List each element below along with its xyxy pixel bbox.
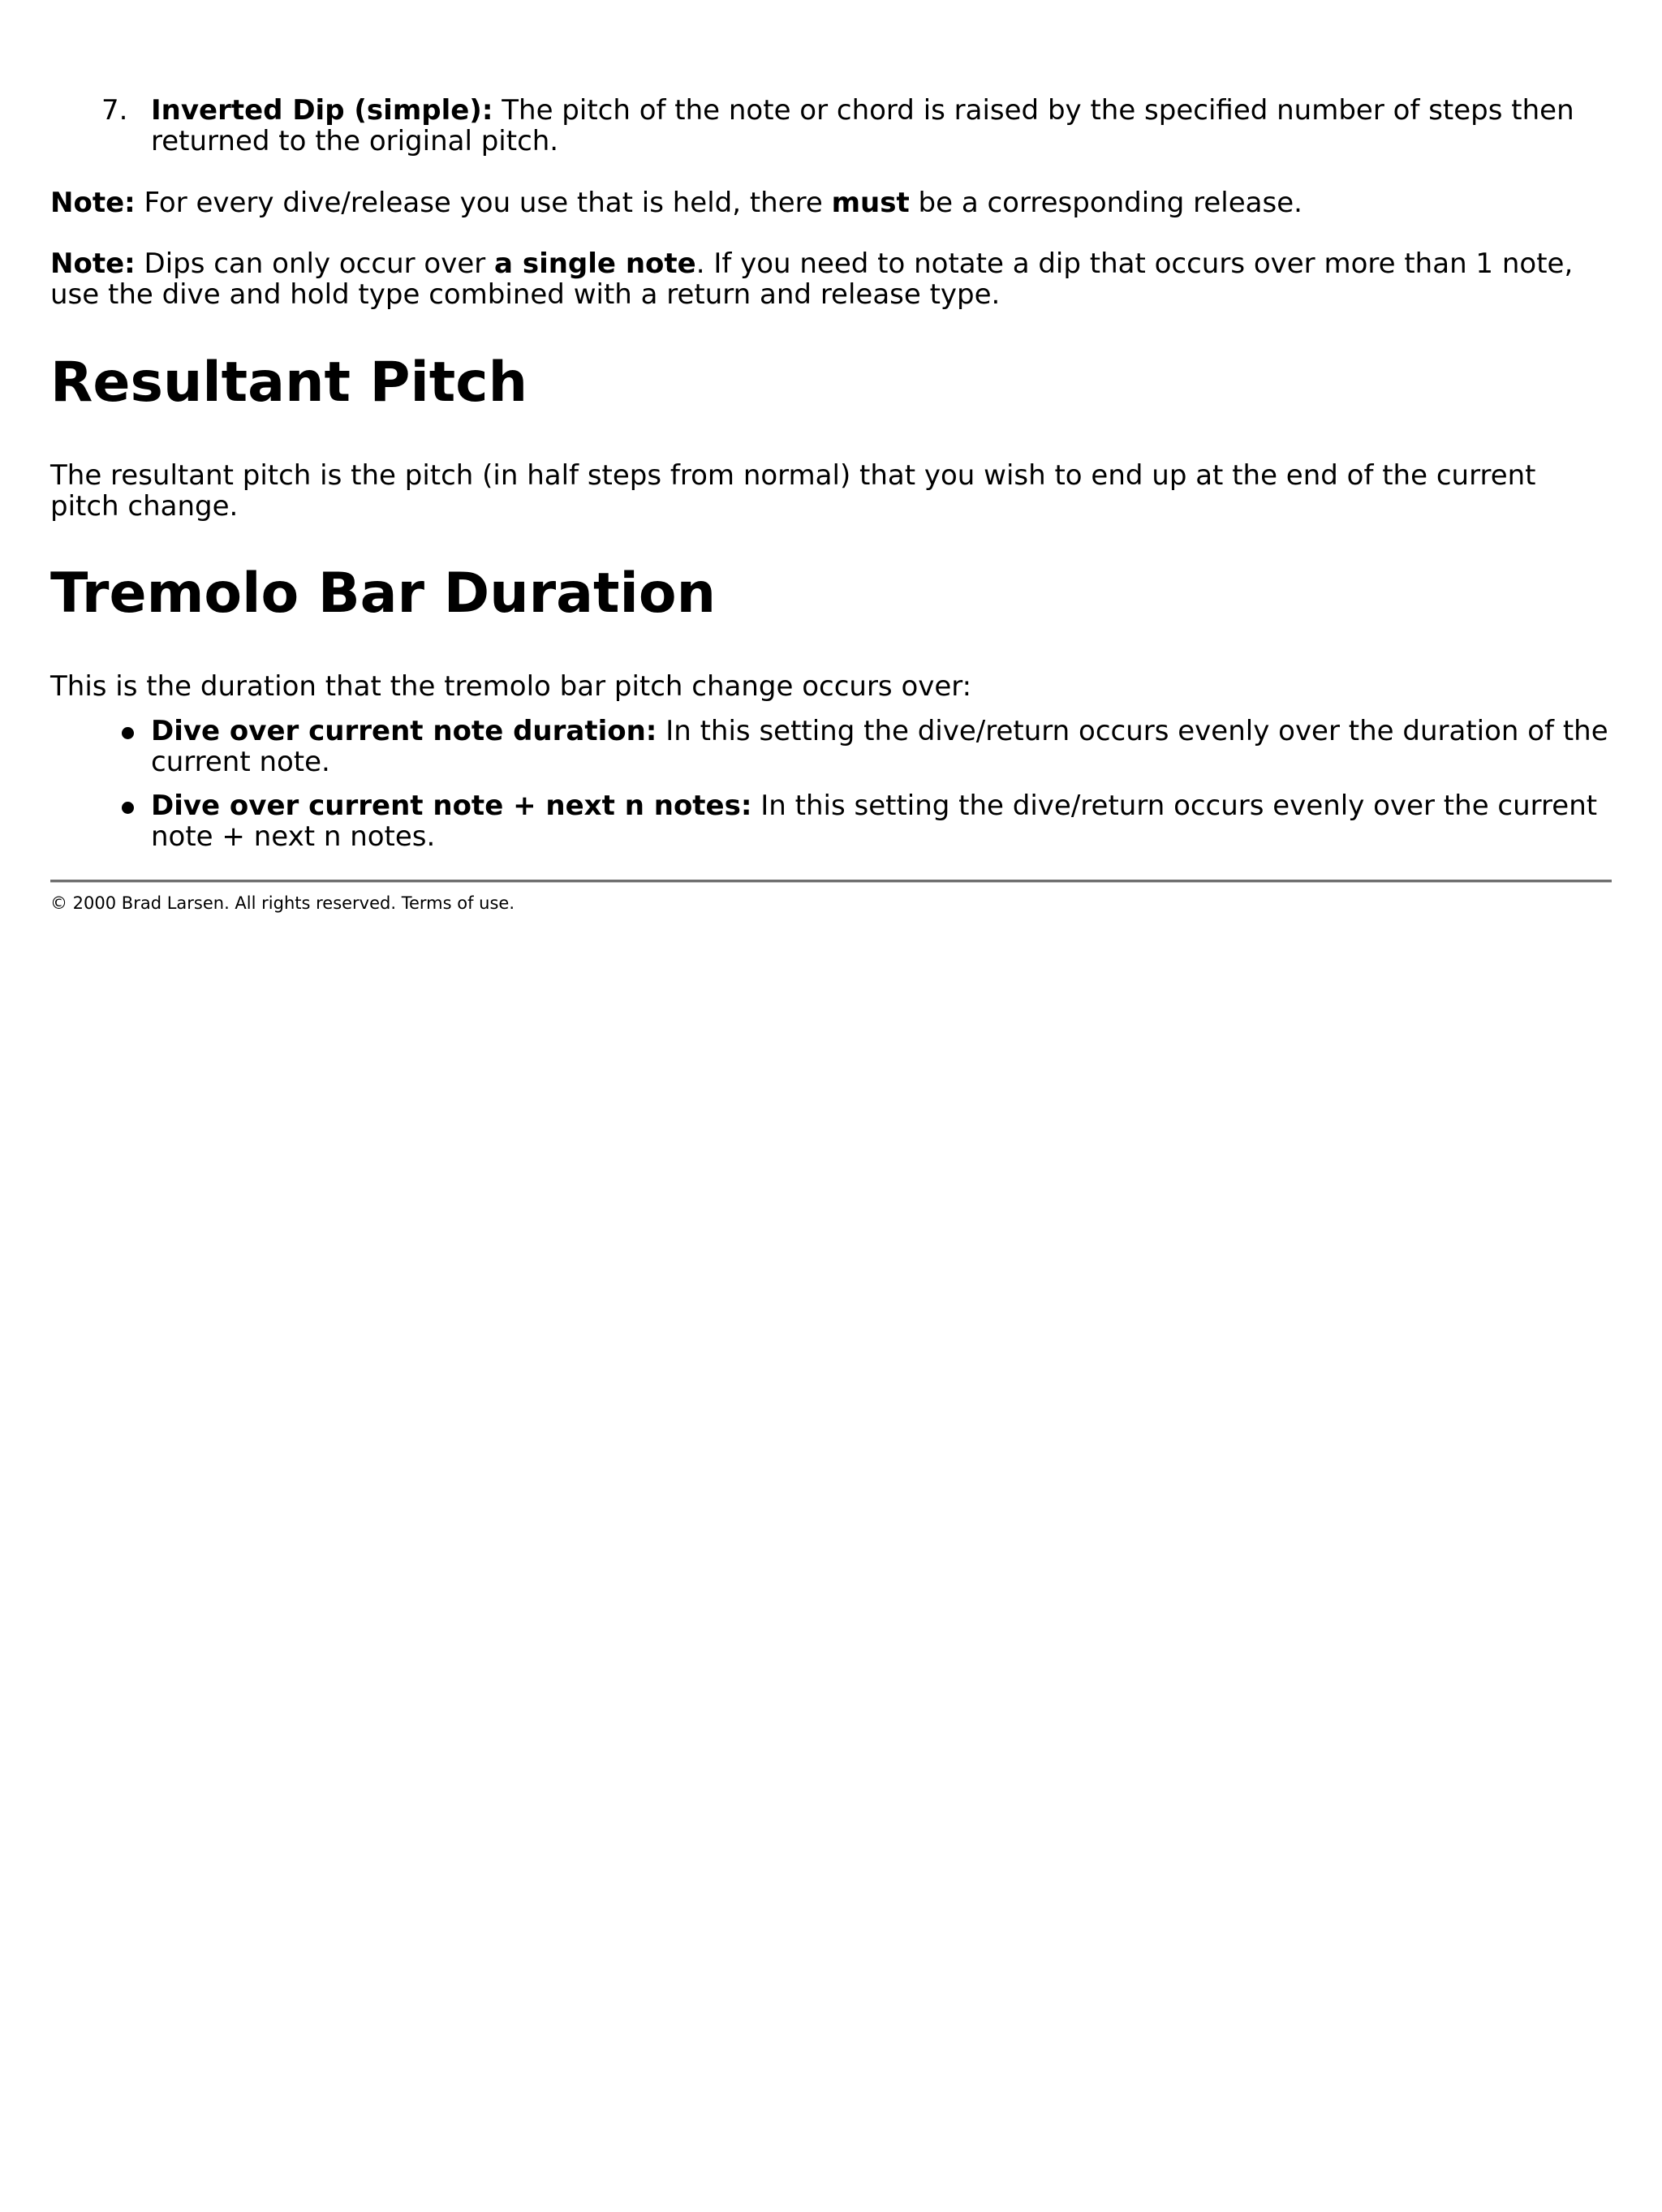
note-text-after: . If you need to notate a dip that occurs over more than 1 note, use the dive and hold type combined with a return and release type.: [50, 247, 1574, 311]
note-text-before: Dips can only occur over: [135, 247, 495, 280]
bullet-text: In this setting the dive/return occurs evenly over the current note + next n notes.: [151, 790, 1598, 853]
bullet-term: Dive over current note + next n notes:: [151, 790, 752, 822]
bullet-icon: [122, 727, 134, 739]
list-item-term: Inverted Dip (simple):: [151, 94, 493, 127]
heading-tremolo-bar-duration: Tremolo Bar Duration: [50, 562, 716, 626]
numbered-list-item-7: [50, 95, 1612, 157]
bullet-icon: [122, 802, 134, 814]
list-item-content: [151, 95, 1612, 157]
note-emphasis: must: [831, 187, 910, 219]
footer-copyright: © 2000 Brad Larsen. All rights reserved. Terms of use.: [50, 893, 515, 913]
bullet-content: [151, 790, 1612, 852]
note-single-note-dips: [50, 248, 1612, 310]
bullet-item-next-n-notes: [50, 790, 1612, 852]
list-item-text: The pitch of the note or chord is raised by the specified number of steps then returned to the original pitch.: [151, 94, 1574, 157]
bullet-text: In this setting the dive/return occurs evenly over the duration of the current note.: [151, 715, 1608, 778]
note-text-before: For every dive/release you use that is held, there: [135, 187, 832, 219]
note-emphasis: a single note: [494, 247, 696, 280]
note-text-after: be a corresponding release.: [909, 187, 1302, 219]
bullet-item-current-note-duration: [50, 716, 1612, 777]
tremolo-bar-duration-intro: This is the duration that the tremolo bar pitch change occurs over:: [50, 670, 972, 703]
resultant-pitch-description: The resultant pitch is the pitch (in half steps from normal) that you wish to end up at the end of the current pitch change.: [50, 459, 1536, 523]
note-label: Note:: [50, 247, 136, 280]
bullet-content: [151, 716, 1612, 777]
list-number: 7.: [101, 94, 128, 127]
horizontal-rule: [50, 880, 1612, 883]
note-held-release: [50, 187, 1612, 218]
bullet-term: Dive over current note duration:: [151, 715, 657, 747]
heading-resultant-pitch: Resultant Pitch: [50, 351, 528, 415]
note-label: Note:: [50, 187, 136, 219]
